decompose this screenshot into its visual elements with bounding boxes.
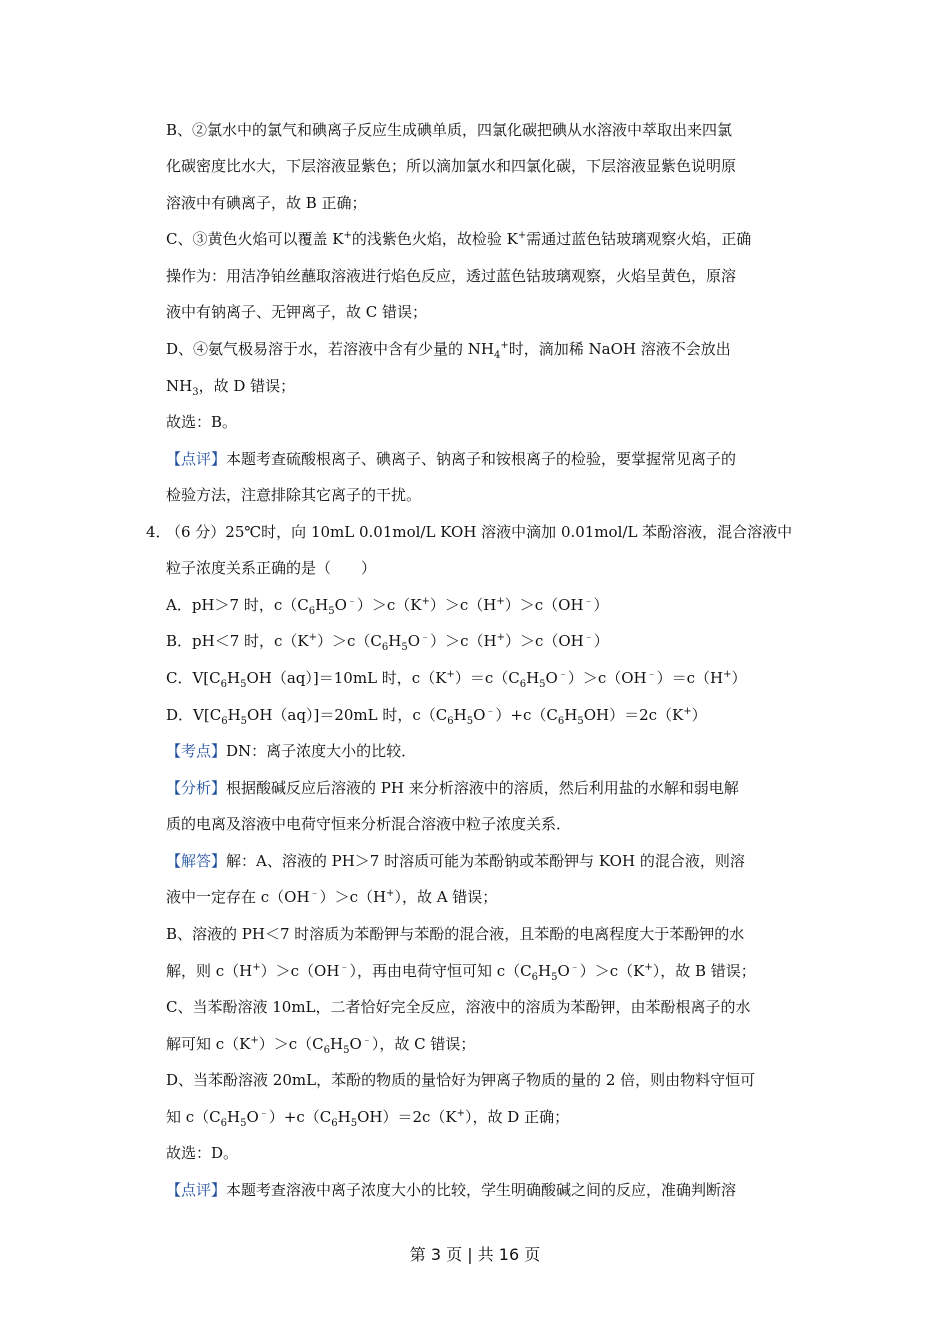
superscript: + (496, 632, 505, 643)
text-segment: O (349, 1035, 362, 1053)
text-segment: ）＞c（K (579, 962, 645, 980)
text-segment: 液中一定存在 c（OH (166, 888, 310, 906)
superscript: ﹣ (339, 962, 350, 973)
text-segment: 解，则 c（H (166, 962, 253, 980)
text-segment: H (227, 706, 241, 724)
superscript: ﹣ (583, 632, 594, 643)
text-segment: H (330, 1035, 344, 1053)
text-segment: ）＞c（H (430, 632, 497, 650)
text-segment: ） (731, 669, 747, 687)
superscript: + (500, 340, 509, 351)
superscript: ﹣ (309, 888, 320, 899)
text-segment: O (545, 669, 558, 687)
superscript: + (421, 596, 430, 607)
text-segment: ）＞c（OH (504, 596, 584, 614)
superscript: + (683, 706, 692, 717)
subscript: 5 (240, 1118, 247, 1128)
text-segment: 需通过蓝色钴玻璃观察火焰，正确 (526, 230, 752, 248)
text-line (166, 1033, 806, 1055)
text-segment: H (315, 596, 329, 614)
superscript: + (723, 669, 732, 680)
text-line (166, 594, 806, 616)
text-segment: C．V[C (166, 669, 221, 687)
text-line: 故选：D。 (166, 1144, 239, 1162)
superscript: + (343, 230, 352, 241)
text-segment: H (537, 962, 552, 980)
text-segment: ），故 A 错误； (394, 888, 498, 906)
subscript: 5 (328, 606, 335, 616)
section-tag: 【点评】 (166, 1181, 227, 1199)
section-tag: 【点评】 (166, 450, 227, 468)
superscript: + (250, 1035, 259, 1046)
text-segment: OH）＝2c（K (357, 1108, 457, 1126)
tag-text: DN：离子浓度大小的比较． (226, 742, 417, 760)
text-segment: NH (166, 377, 193, 395)
text-line (166, 1106, 806, 1128)
section-tag: 【考点】 (166, 742, 227, 760)
subscript: 6 (557, 716, 565, 726)
subscript: 6 (220, 679, 228, 689)
superscript: ﹣ (485, 706, 496, 717)
text-line (166, 960, 806, 982)
text-line (166, 228, 806, 250)
text-segment: H (453, 706, 467, 724)
text-segment: ）＝c（C (454, 669, 520, 687)
text-line (166, 704, 806, 726)
subscript: 6 (308, 606, 316, 616)
text-segment: ）＞c（OH (567, 669, 647, 687)
text-segment: ，故 D 错误； (198, 377, 296, 395)
superscript: ﹣ (557, 669, 568, 680)
superscript: + (644, 962, 653, 973)
text-segment: ）＞c（OH (504, 632, 584, 650)
text-line (166, 1179, 806, 1201)
subscript: 3 (192, 387, 199, 397)
text-segment: ）＞c（K (356, 596, 422, 614)
text-segment: OH（aq）]＝20mL 时，c（C (247, 706, 448, 724)
text-segment: B．pH＜7 时，c（K (166, 632, 309, 650)
text-line: 故选：B。 (166, 413, 238, 431)
text-line (166, 886, 806, 908)
subscript: 5 (551, 972, 558, 982)
text-line: 溶液中有碘离子，故 B 正确； (166, 194, 367, 212)
superscript: + (496, 596, 505, 607)
text-segment: ），故 C 错误； (371, 1035, 476, 1053)
text-segment: O (557, 962, 570, 980)
text-segment: ）＞c（C (317, 632, 382, 650)
subscript: 6 (531, 972, 538, 982)
section-tag: 【解答】 (166, 852, 227, 870)
text-line: B、溶液的 PH＜7 时溶质为苯酚钾与苯酚的混合液，且苯酚的电离程度大于苯酚钾的水 (166, 925, 745, 943)
text-segment: ）＞c（H (319, 888, 387, 906)
superscript: ﹣ (583, 596, 594, 607)
superscript: ﹣ (569, 962, 580, 973)
text-line: 化碳密度比水大，下层溶液显紫色；所以滴加氯水和四氯化碳，下层溶液显紫色说明原 (166, 157, 737, 175)
subscript: 6 (519, 679, 527, 689)
text-line (166, 630, 806, 652)
text-segment: O (246, 1108, 259, 1126)
text-line (166, 777, 806, 799)
text-segment: OH（aq）]＝10mL 时，c（K (246, 669, 447, 687)
text-line: B、②氯水中的氯气和碘离子反应生成碘单质，四氯化碳把碘从水溶液中萃取出来四氯 (166, 121, 733, 139)
text-line: 检验方法，注意排除其它离子的干扰。 (166, 486, 422, 504)
text-segment: ）+c（C (495, 706, 558, 724)
text-segment: 解可知 c（K (166, 1035, 251, 1053)
text-segment: OH）＝2c（K (583, 706, 684, 724)
text-segment: A．pH＞7 时，c（C (166, 596, 309, 614)
text-segment: H (526, 669, 540, 687)
superscript: ﹣ (420, 632, 431, 643)
text-segment: C、③黄色火焰可以覆盖 K (166, 230, 344, 248)
text-segment: H (388, 632, 402, 650)
text-segment: 的浅紫色火焰，故检验 K (351, 230, 518, 248)
text-segment: H (564, 706, 578, 724)
text-line: D、当苯酚溶液 20mL，苯酚的物质的量恰好为钾离子物质的量的 2 倍，则由物料守恒可 (166, 1071, 756, 1089)
subscript: 5 (240, 679, 247, 689)
subscript: 5 (466, 716, 474, 726)
text-segment: ） (593, 596, 609, 614)
text-line (166, 850, 806, 872)
subscript: 5 (343, 1045, 350, 1055)
text-segment: O (473, 706, 486, 724)
superscript: ﹣ (646, 669, 657, 680)
subscript: 6 (323, 1045, 331, 1055)
text-line (166, 740, 806, 762)
subscript: 4 (494, 350, 501, 360)
subscript: 6 (221, 716, 228, 726)
text-segment: O (334, 596, 347, 614)
text-line (166, 375, 806, 397)
superscript: + (308, 632, 318, 643)
subscript: 5 (240, 716, 248, 726)
text-line: C、当苯酚溶液 10mL，二者恰好完全反应，溶液中的溶质为苯酚钾，由苯酚根离子的水 (166, 998, 751, 1016)
text-segment: ）＞c（H (429, 596, 497, 614)
text-line: 液中有钠离子、无钾离子，故 C 错误； (166, 303, 428, 321)
text-line: （6 分）25℃时，向 10mL 0.01mol/L KOH 溶液中滴加 0.01mol/L 苯酚溶液，混合溶液中 (166, 523, 793, 541)
superscript: + (386, 888, 395, 899)
text-segment: H (227, 669, 241, 687)
text-segment: ）＞c（C (258, 1035, 324, 1053)
text-line: 质的电离及溶液中电荷守恒来分析混合溶液中粒子浓度关系． (166, 815, 572, 833)
tag-text: 根据酸碱反应后溶液的 PH 来分析溶液中的溶质，然后利用盐的水解和弱电解 (226, 779, 739, 797)
text-line (166, 667, 806, 689)
text-segment: ） (593, 632, 609, 650)
subscript: 6 (447, 716, 454, 726)
tag-text: 本题考查溶液中离子浓度大小的比较，学生明确酸碱之间的反应，准确判断溶 (226, 1181, 737, 1199)
subscript: 5 (577, 716, 584, 726)
page-footer: 第 3 页 | 共 16 页 (409, 1245, 541, 1264)
superscript: ﹣ (346, 596, 357, 607)
text-segment: ）＝c（H (656, 669, 724, 687)
text-line: 操作为：用洁净铂丝蘸取溶液进行焰色反应，透过蓝色钴玻璃观察，火焰呈黄色，原溶 (166, 267, 737, 285)
text-segment: D、④氨气极易溶于水，若溶液中含有少量的 NH (166, 340, 495, 358)
tag-text: 解：A、溶液的 PH＞7 时溶质可能为苯酚钠或苯酚钾与 KOH 的混合液，则溶 (226, 852, 745, 870)
question-number: 4． (146, 523, 171, 541)
text-segment: ）＞c（OH (260, 962, 340, 980)
subscript: 5 (350, 1118, 358, 1128)
section-tag: 【分析】 (166, 779, 227, 797)
subscript: 6 (220, 1118, 228, 1128)
text-segment: 时，滴加稀 NaOH 溶液不会放出 (508, 340, 731, 358)
text-segment: ），再由电荷守恒可知 c（C (349, 962, 532, 980)
superscript: + (517, 230, 527, 241)
text-segment: ），故 D 正确； (465, 1108, 570, 1126)
text-line (166, 448, 806, 470)
subscript: 5 (401, 642, 408, 652)
text-line (166, 338, 806, 360)
subscript: 6 (381, 642, 389, 652)
text-segment: ） (691, 706, 707, 724)
subscript: 5 (539, 679, 546, 689)
superscript: + (456, 1108, 466, 1119)
superscript: ﹣ (258, 1108, 269, 1119)
text-segment: 知 c（C (166, 1108, 221, 1126)
superscript: + (446, 669, 455, 680)
subscript: 6 (331, 1118, 338, 1128)
text-segment: ），故 B 错误； (652, 962, 756, 980)
text-segment: H (337, 1108, 351, 1126)
tag-text: 本题考查硫酸根离子、碘离子、钠离子和铵根离子的检验，要掌握常见离子的 (226, 450, 737, 468)
superscript: ﹣ (361, 1035, 372, 1046)
superscript: + (252, 962, 261, 973)
text-segment: ）+c（C (268, 1108, 332, 1126)
text-segment: H (227, 1108, 241, 1126)
text-segment: O (407, 632, 421, 650)
text-segment: D．V[C (166, 706, 222, 724)
text-line: 粒子浓度关系正确的是（ ） (166, 559, 377, 577)
